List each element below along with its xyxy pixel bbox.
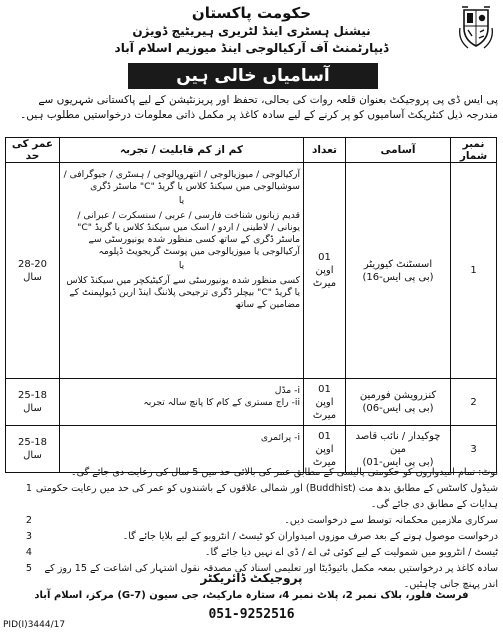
post-title: اسسٹنٹ کیوریٹر xyxy=(363,258,433,270)
office-address: فرسٹ فلور، بلاک نمبر 2، پلاٹ نمبر 4، ستارہ مارکیٹ، جی سیون (G-7) مرکز، اسلام آباد xyxy=(34,590,469,601)
row-number: 1 xyxy=(451,163,497,379)
phone-number: 051-9252516 xyxy=(208,607,295,622)
note-text: درخواست موصول ہونے کے بعد صرف موزوں امیدواران کو ٹیسٹ / انٹرویو کے لیے بلایا جائے گا۔ xyxy=(122,531,498,542)
col-header-count: تعداد xyxy=(304,138,346,163)
or-separator: یا xyxy=(178,195,185,207)
table-row xyxy=(6,379,497,426)
note-number: 4 xyxy=(25,547,32,558)
merit-type: اوپن میرٹ xyxy=(312,443,337,468)
row-number: 3 xyxy=(451,426,497,473)
qualification-option: آرکیالوجی / میوزیالوجی / انتھروپالوجی / ہسٹری / جیوگرافی / سوشیالوجی میں سیکنڈ کلاس یا گریڈ "C" ماسٹر ڈگری xyxy=(63,169,300,193)
notes-title: نوٹ: تمام امیدواروں کو حکومتی پالیسی کے مطابق عمر کی بالائی حد میں 5 سال کی رعایت دی جائے گی۔ xyxy=(70,467,498,478)
note-number: 3 xyxy=(25,531,32,542)
count-value: 01 xyxy=(318,383,331,395)
post-title: چوکیدار / نائب قاصد مین xyxy=(355,430,441,455)
note-text: سادہ کاغذ پر درخواستیں بمعہ مکمل بائیوڈیٹا اور تعلیمی اسناد کی مصدقہ نقول اشتہار کی اشاعت کے 15 روز کے اندر پہنچ جانی چاہئیں۔ xyxy=(44,563,498,590)
col-header-age: عمر کی حد xyxy=(6,138,60,163)
qualification-option: کسی منظور شدہ یونیورسٹی سے آرکیٹیکچر میں سیکنڈ کلاس یا گریڈ "C" بیچلر ڈگری ترجیحی پلاننگ اینڈ اربن ڈیولپمنٹ کے مضامین کے ساتھ xyxy=(66,274,300,311)
age-limit xyxy=(6,163,60,379)
post-title: کنزرویشن فورمین xyxy=(359,390,437,401)
age-range: 28-20 xyxy=(17,258,48,270)
vacancies-table xyxy=(5,137,497,473)
qualification-option: i- مڈل xyxy=(274,385,300,396)
merit-type: اوپن میرٹ xyxy=(312,396,337,421)
note-number: 1 xyxy=(25,483,32,494)
note-text: شیڈول کاسٹس کے مطابق بدھ مت (Buddhist) اور شمالی علاقوں کے باشندوں کو عمر کی حد میں رعایت حکومتی ہدایات کے مطابق دی جائے گی۔ xyxy=(35,483,498,510)
age-range: 25-18 xyxy=(17,437,48,448)
qualification-option: i- پرائمری xyxy=(260,432,300,443)
header-department: ڈیپارٹمنٹ آف آرکیالوجی اینڈ میوزیم اسلام آباد xyxy=(114,41,389,55)
post-scale: (بی پی ایس-16) xyxy=(362,271,434,283)
age-unit: سال xyxy=(23,450,42,461)
note-text: ٹیسٹ / انٹرویو میں شمولیت کے لیے کوئی ٹی اے / ڈی اے نہیں دیا جائے گا۔ xyxy=(204,547,498,558)
age-unit: سال xyxy=(23,271,42,283)
note-text: سرکاری ملازمین محکمانہ توسط سے درخواست دیں۔ xyxy=(284,515,498,526)
count-value: 01 xyxy=(318,430,331,442)
table-header-row xyxy=(6,138,497,163)
count-value: 01 xyxy=(318,252,331,263)
qualification-cell xyxy=(60,379,304,426)
pid-reference: PID(I)3444/17 xyxy=(3,620,66,630)
post-scale: (بی پی ایس-01) xyxy=(362,456,434,468)
table-row xyxy=(6,163,497,379)
age-range: 25-18 xyxy=(17,390,48,401)
col-header-post: آسامی xyxy=(346,138,451,163)
header-division: نیشنل ہسٹری اینڈ لٹریری ہیریٹیج ڈویژن xyxy=(132,24,371,38)
age-limit xyxy=(6,379,60,426)
post-scale: (بی پی ایس-06) xyxy=(362,403,434,414)
header-government: حکومت پاکستان xyxy=(191,4,312,22)
age-unit: سال xyxy=(23,403,42,414)
merit-type: اوپن میرٹ xyxy=(312,265,337,289)
col-header-no: نمبر شمار xyxy=(451,138,497,163)
post-name xyxy=(346,379,451,426)
note-number: 2 xyxy=(25,515,32,526)
note-item xyxy=(4,481,498,513)
col-header-qualification: کم از کم قابلیت / تجربہ xyxy=(60,138,304,163)
post-name xyxy=(346,163,451,379)
note-item xyxy=(4,545,498,561)
post-count xyxy=(304,379,346,426)
vacancies-banner: آسامیاں خالی ہیں xyxy=(128,63,378,89)
row-number: 2 xyxy=(451,379,497,426)
qualification-option: قدیم زبانوں شناخت فارسی / عربی / سنسکرت / عبرانی / یونانی / لاطینی / اردو / اسک میں سیکنڈ کلاس یا گریڈ "C" ماسٹر ڈگری کے ساتھ کسی منظور شدہ یونیورسٹی سے آرکیالوجی یا میوزیالوجی میں پوسٹ گریجویٹ ڈپلومہ xyxy=(77,209,300,258)
qualification-cell xyxy=(60,163,304,379)
intro-paragraph: پی ایس ڈی پی پروجیکٹ بعنوان قلعہ روات کی بحالی، تحفظ اور پریزنٹیشن کے لیے پاکستانی شہریوں سے مندرجہ ذیل کنٹریکٹ آسامیوں کو پر کرنے کے لیے سادہ کاغذ پر مکمل ذاتی معلومات درخواستیں مطلوب ہیں۔ xyxy=(20,94,498,121)
post-count xyxy=(304,163,346,379)
signatory-title: پروجیکٹ ڈائریکٹر xyxy=(200,571,303,585)
note-item xyxy=(4,529,498,545)
note-item xyxy=(4,513,498,529)
or-separator: یا xyxy=(178,260,185,272)
note-number: 5 xyxy=(25,563,32,574)
qualification-option: ii- راج مستری کے کام کا پانچ سالہ تجربہ xyxy=(143,397,300,409)
